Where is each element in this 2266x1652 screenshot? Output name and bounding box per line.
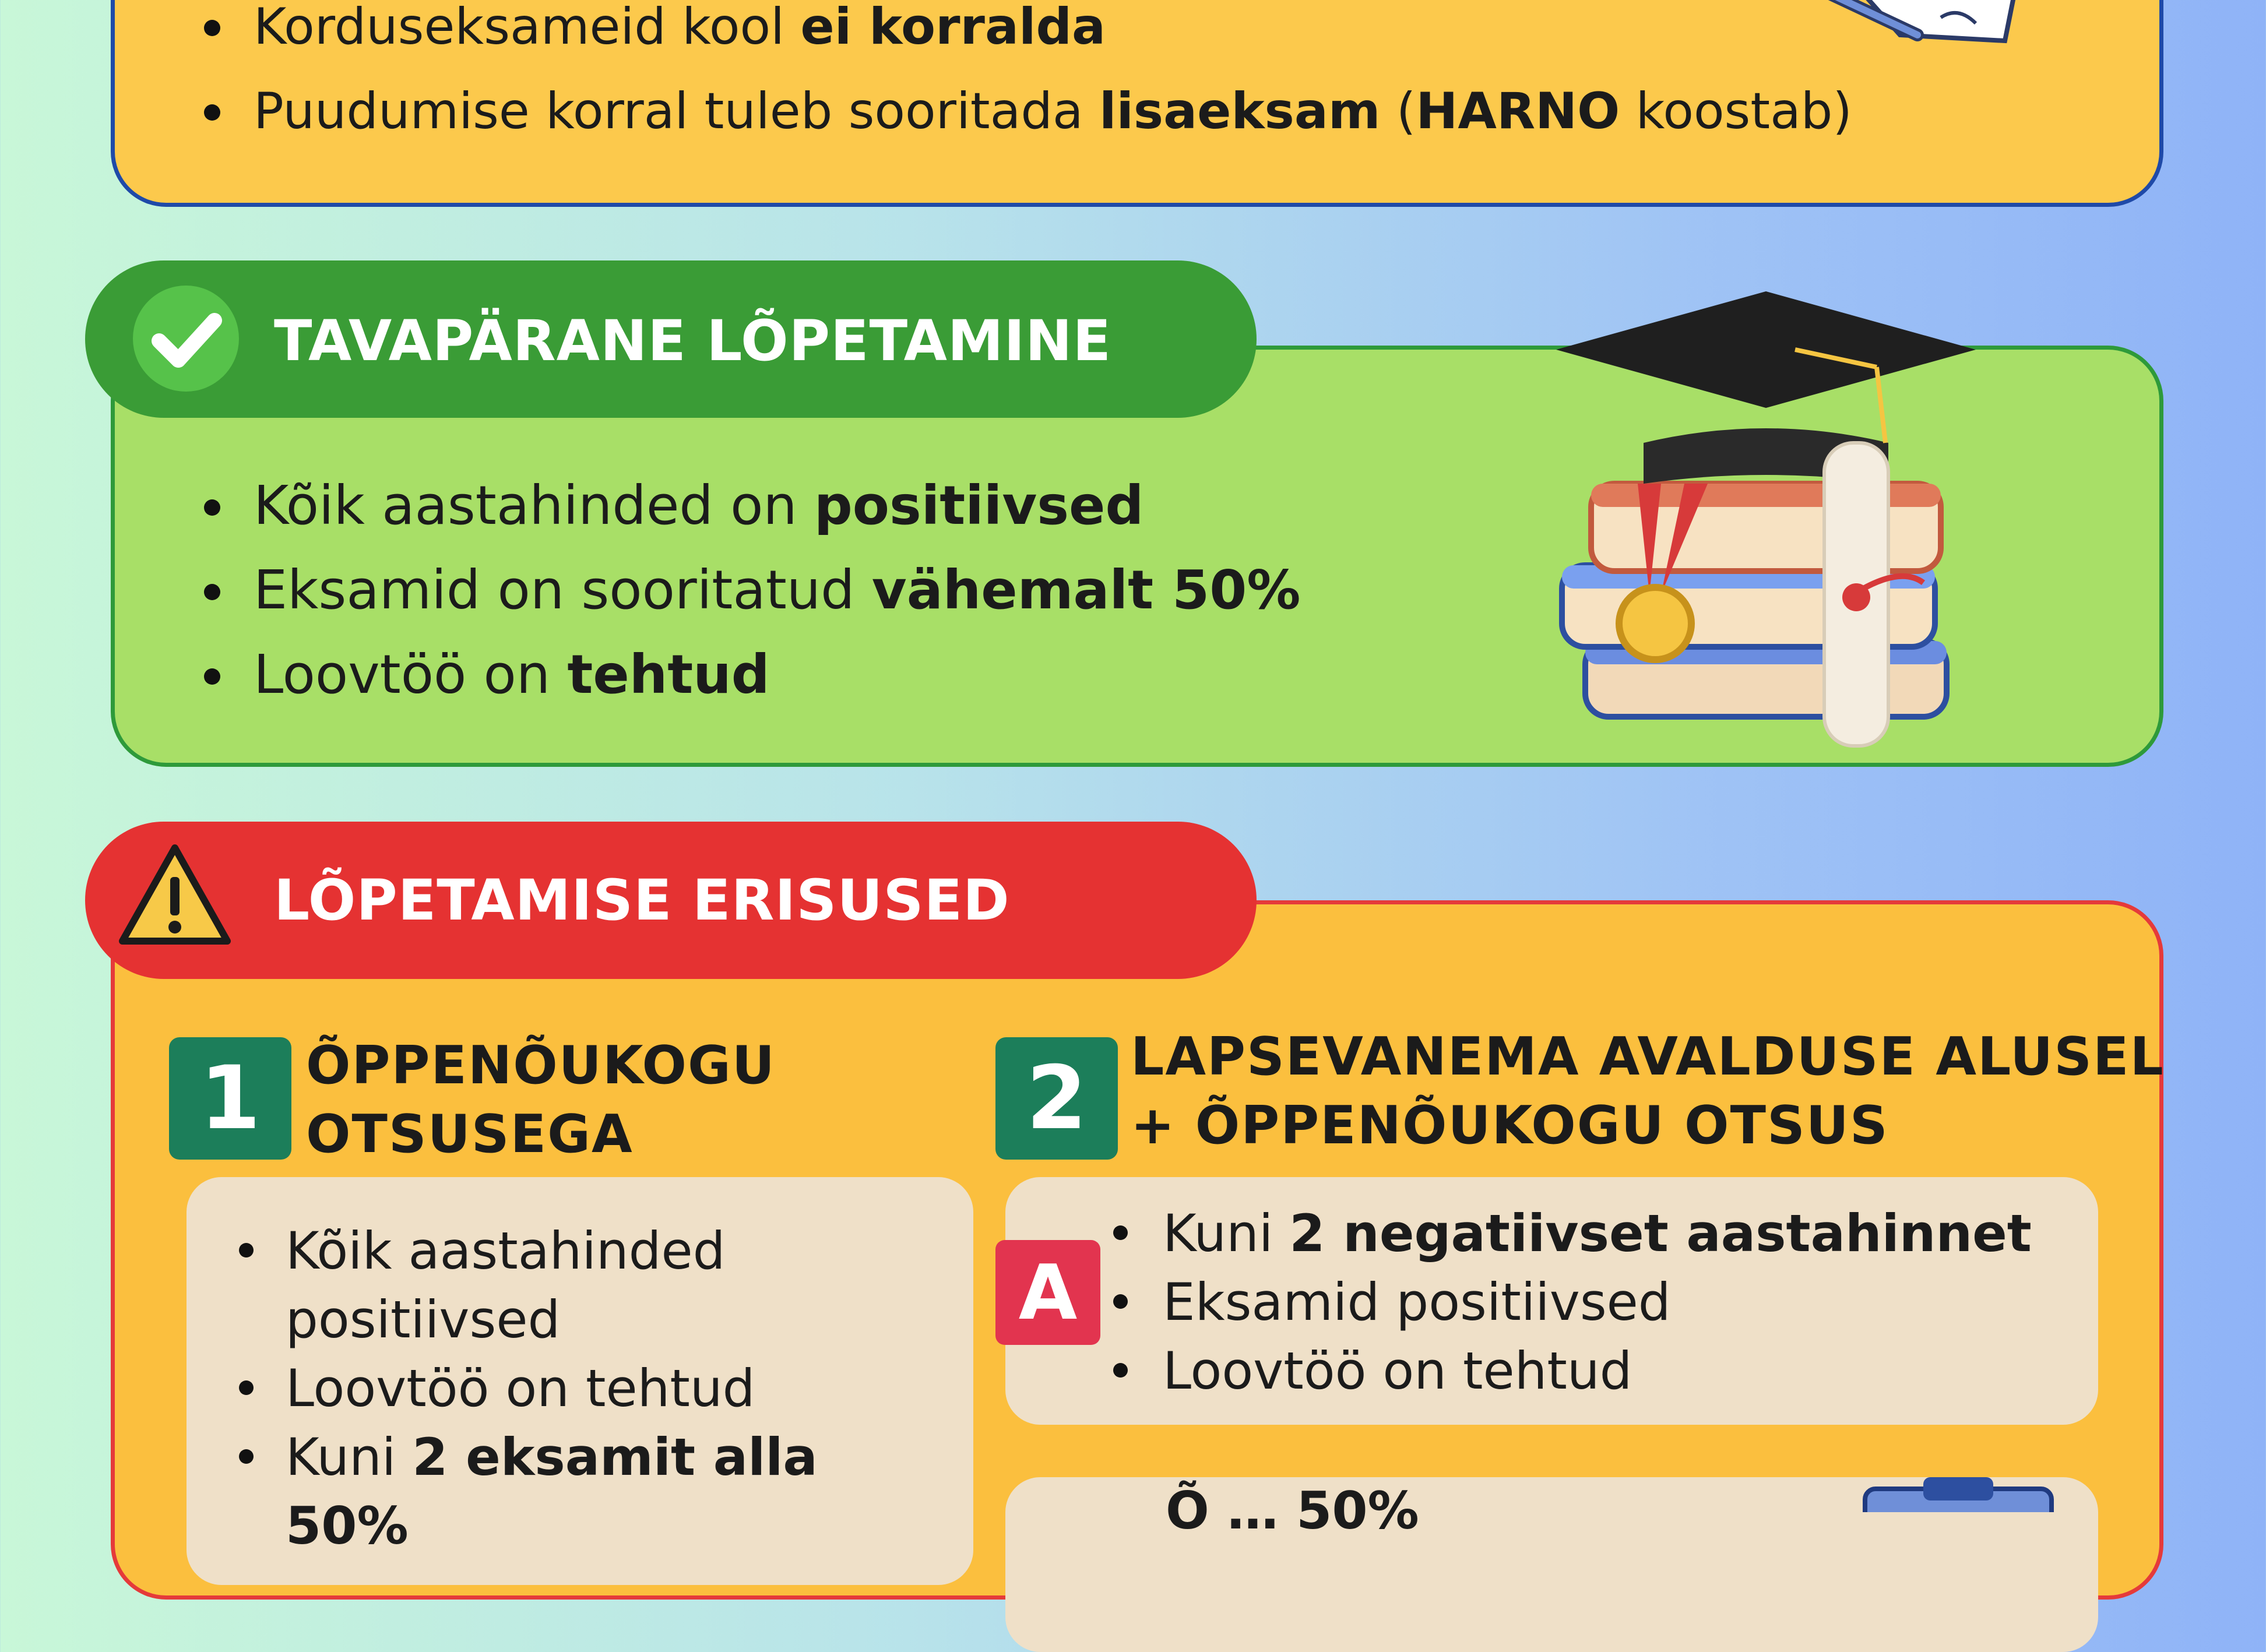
option-2a-list xyxy=(1107,1199,2032,1406)
pencil-paper-icon xyxy=(1783,0,2028,64)
list-item: Kõik aastahinded positiivsed xyxy=(233,1217,956,1354)
option-2-title-line: LAPSEVANEMA AVALDUSE ALUSEL xyxy=(1131,1026,2165,1087)
graduation-books-icon xyxy=(1550,291,1993,758)
option-1-title xyxy=(306,1031,947,1169)
list-item: Eksamid positiivsed xyxy=(1107,1268,2032,1337)
option-2a-badge: A xyxy=(995,1240,1100,1345)
list-item: Loovtöö on tehtud xyxy=(198,632,1300,717)
list-item: Puudumise korral tuleb sooritada lisaeksam (HARNO koostab) xyxy=(198,69,1852,154)
list-item: Kuni 2 negatiivset aastahinnet xyxy=(1107,1199,2032,1268)
graduation-title: TAVAPÄRANE LÕPETAMINE xyxy=(274,308,1112,374)
warning-icon xyxy=(117,842,233,947)
option-1-title-line: ÕPPENÕUKOGU xyxy=(306,1035,776,1096)
option-1-list xyxy=(233,1217,956,1561)
exam-rules-list xyxy=(198,0,1852,154)
graduation-requirements-list xyxy=(198,463,1300,717)
option-1-title-line: OTSUSEGA xyxy=(306,1104,634,1165)
option-2-title xyxy=(1131,1023,2209,1160)
option-1-badge: 1 xyxy=(169,1037,291,1160)
list-item: Kõik aastahinded on positiivsed xyxy=(198,463,1300,548)
option-2b-partial-text: Õ … 50% xyxy=(1166,1481,1419,1541)
check-icon xyxy=(133,286,239,392)
option-2-badge: 2 xyxy=(995,1037,1118,1160)
clipboard-icon xyxy=(1853,1477,2063,1512)
exceptions-title: LÕPETAMISE ERISUSED xyxy=(274,868,1010,933)
list-item: Korduseksameid kool ei korralda xyxy=(198,0,1852,69)
list-item: Eksamid on sooritatud vähemalt 50% xyxy=(198,548,1300,632)
option-2-title-line: + ÕPPENÕUKOGU OTSUS xyxy=(1131,1095,1889,1156)
list-item: Loovtöö on tehtud xyxy=(1107,1337,2032,1406)
list-item: Loovtöö on tehtud xyxy=(233,1354,956,1423)
list-item: Kuni 2 eksamit alla 50% xyxy=(233,1423,956,1561)
